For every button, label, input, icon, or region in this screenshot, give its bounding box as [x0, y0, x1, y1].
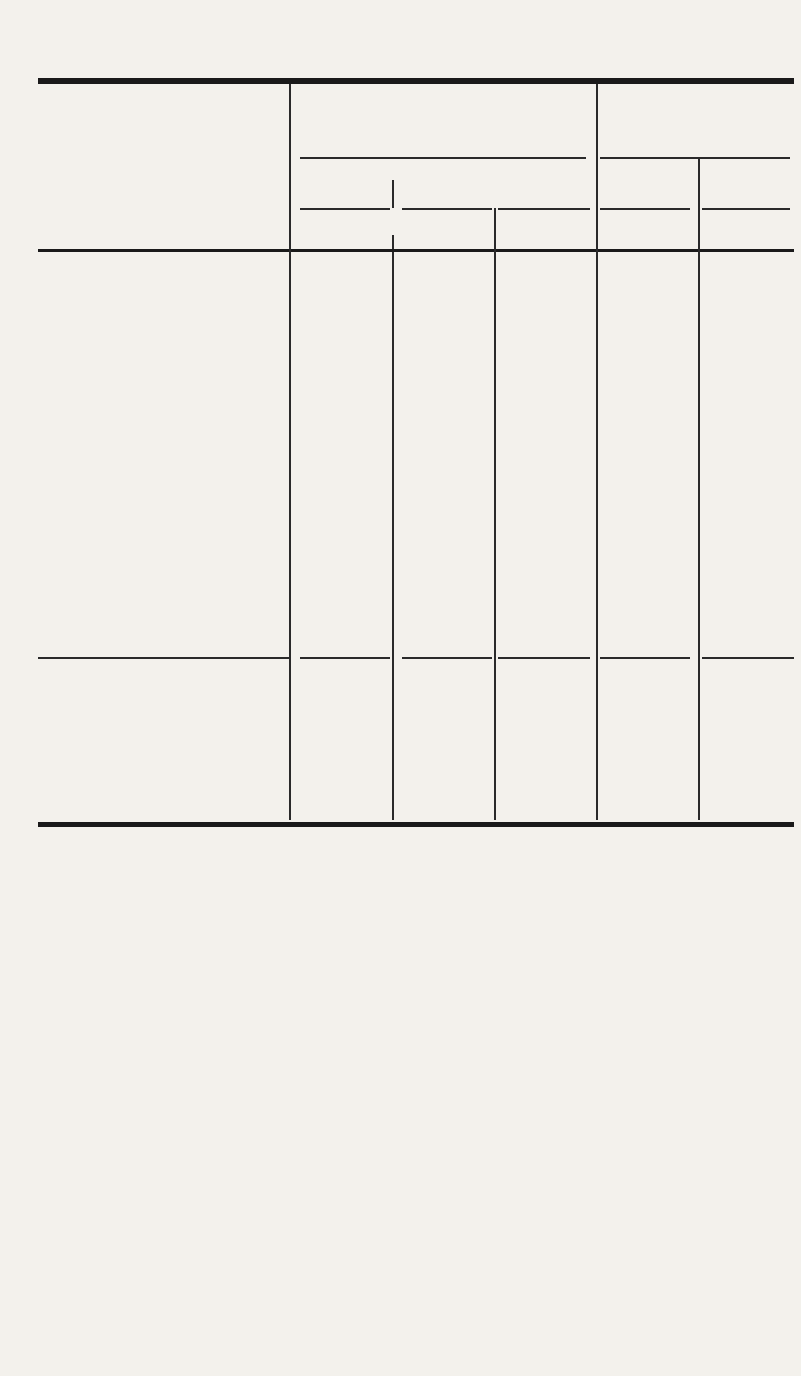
col-divider-area: [289, 84, 291, 820]
births-col-underline: [300, 208, 390, 210]
col-divider-still: [698, 157, 700, 820]
subtotal-rule-stillrate: [702, 657, 794, 659]
col-divider-births-header: [392, 180, 394, 208]
table-bottom-rule: [38, 822, 794, 827]
still-no-underline: [600, 208, 690, 210]
subtotal-rule-area: [38, 657, 290, 659]
table-header-rule: [38, 249, 794, 252]
table-top-rule: [38, 78, 794, 84]
rate-1947-underline: [402, 208, 492, 210]
subtotal-rule-births: [300, 657, 390, 659]
col-divider-births-year: [392, 235, 394, 249]
still-rate-underline: [702, 208, 790, 210]
rate-4145-underline: [498, 208, 590, 210]
col-divider-births: [392, 252, 394, 820]
col-divider-rates: [494, 208, 496, 820]
subtotal-rule-stillno: [600, 657, 690, 659]
still-births-underline: [600, 157, 790, 159]
subtotal-rule-rate4145: [498, 657, 590, 659]
subtotal-rule-rate1947: [402, 657, 492, 659]
col-divider-live-still: [596, 84, 598, 820]
live-births-underline: [300, 157, 586, 159]
